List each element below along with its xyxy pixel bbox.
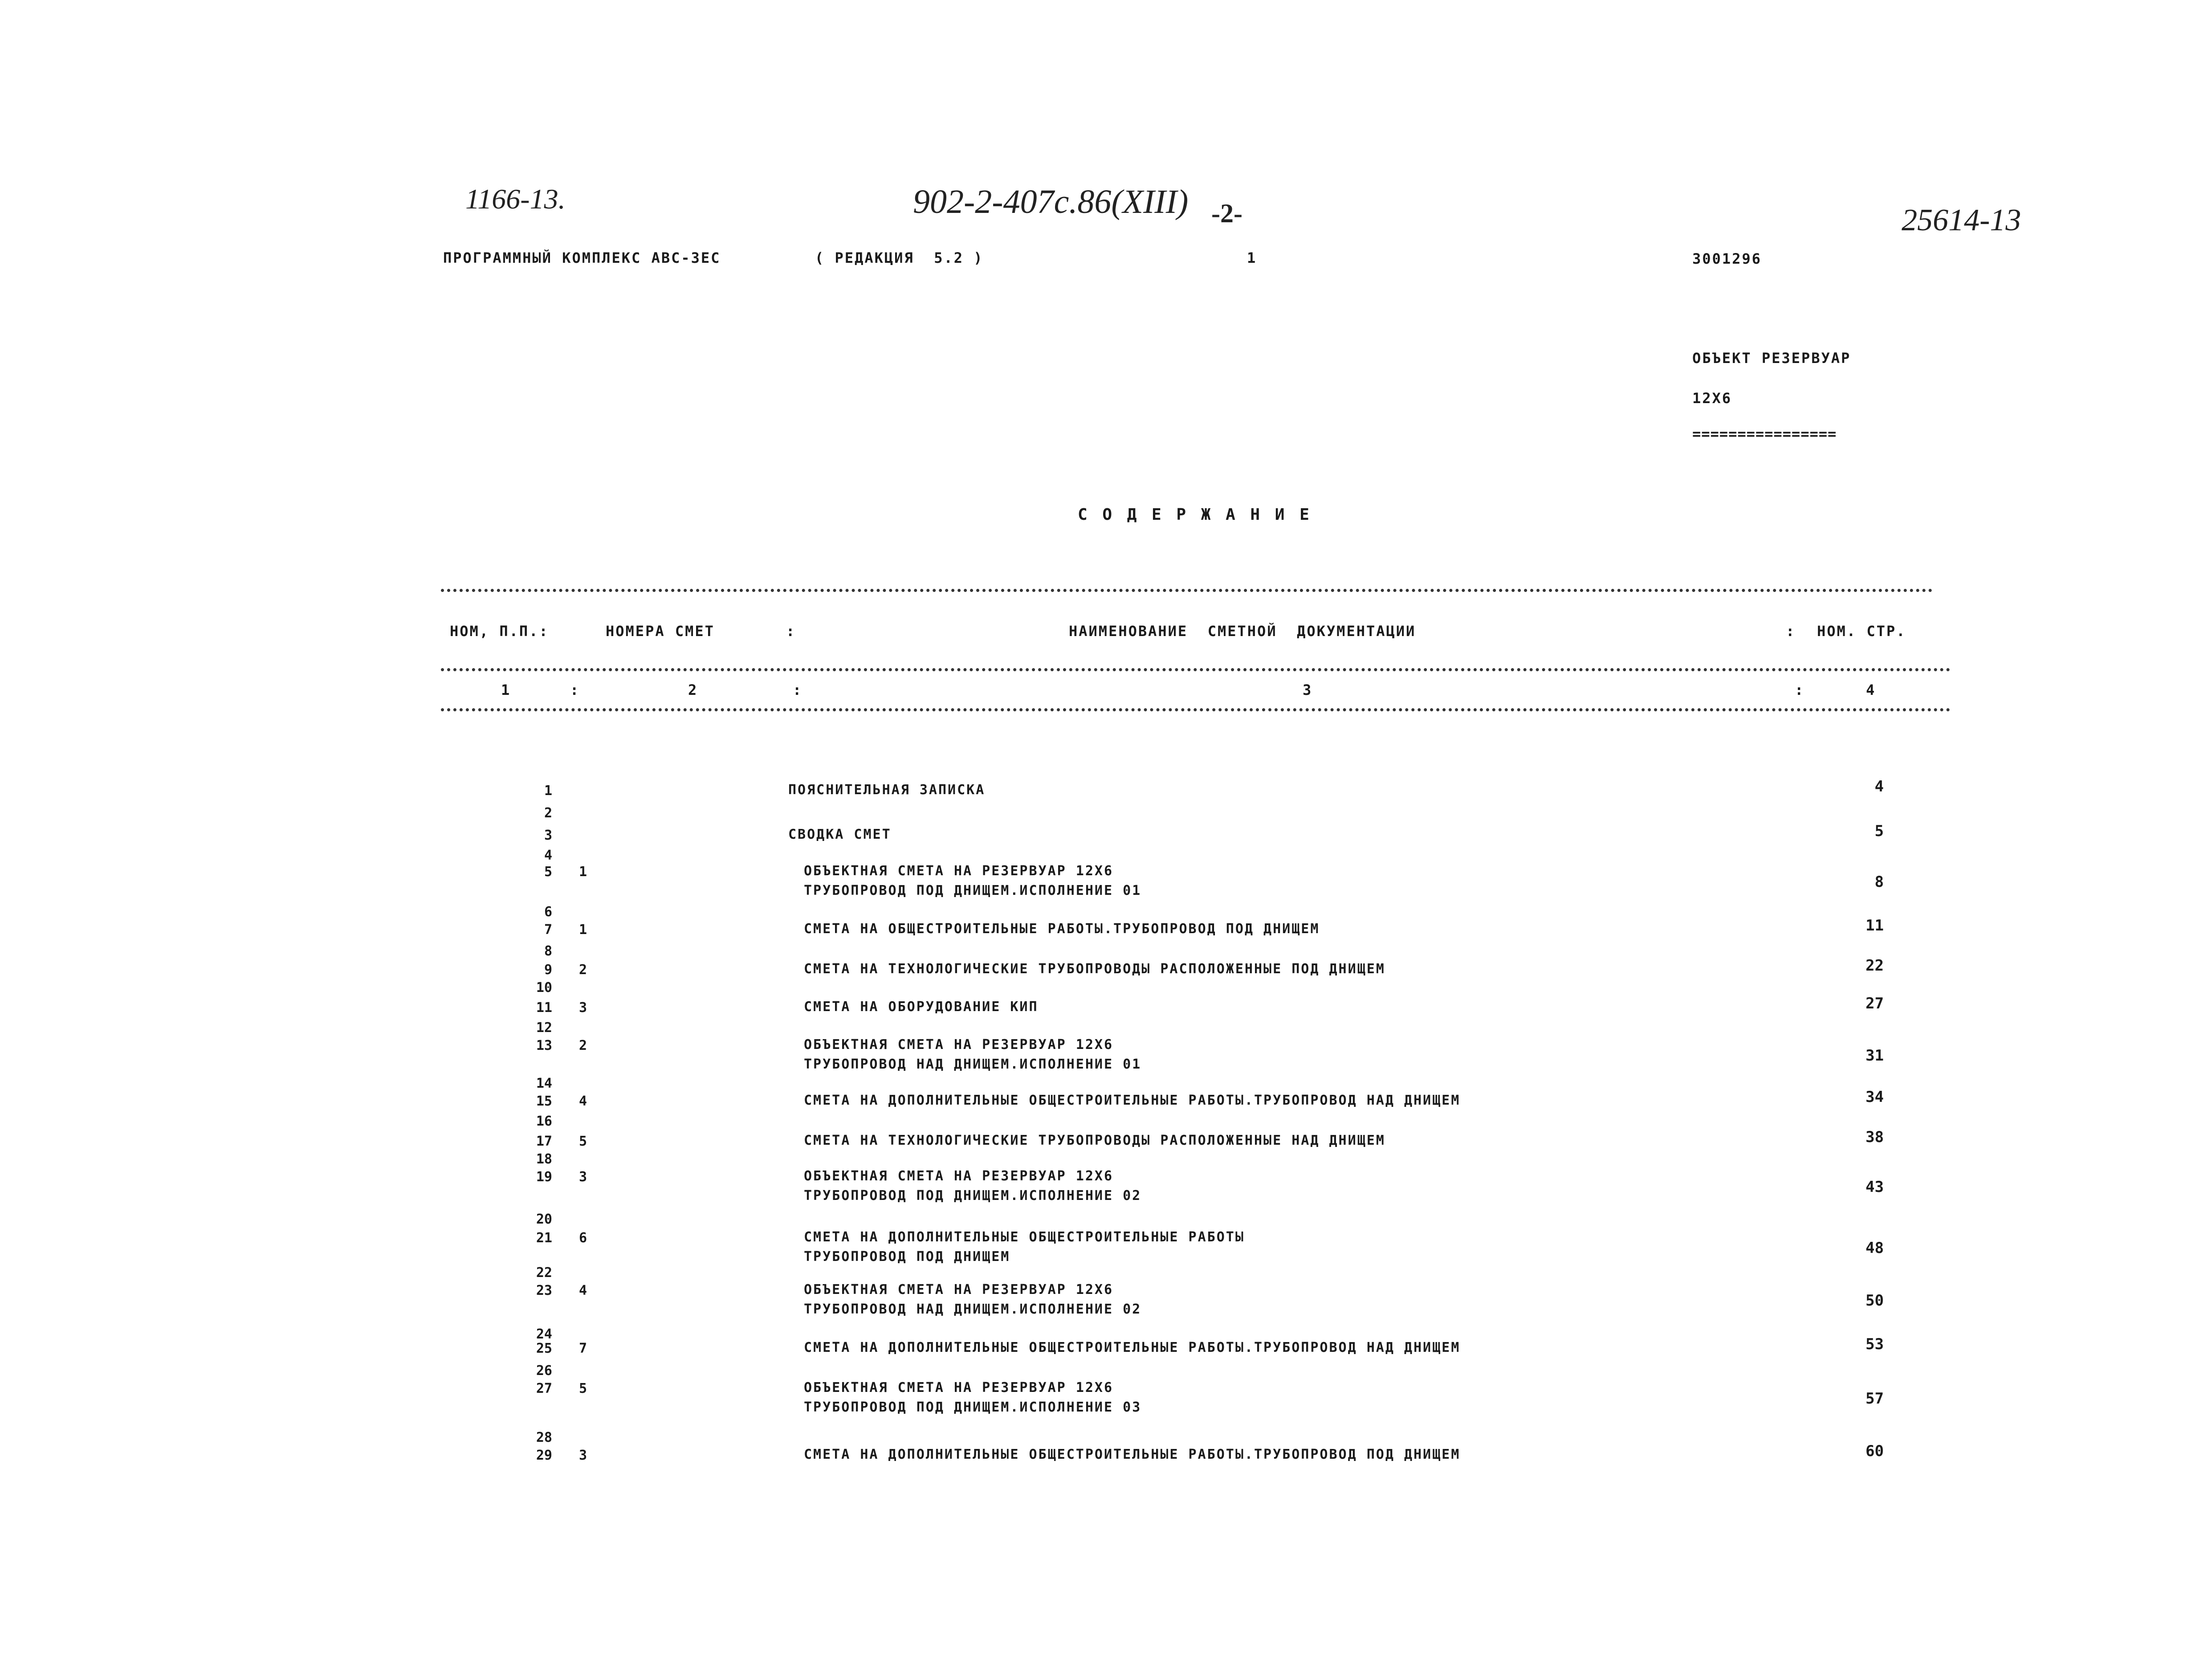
row-title [788,780,985,800]
row-title [804,919,1320,939]
row-title [804,1228,1245,1267]
row-estimate-number: 5 [579,1134,587,1149]
row-number: 25 [536,1341,552,1356]
row-title [804,1338,1460,1358]
row-number: 8 [544,943,552,959]
row-title [804,1091,1460,1110]
row-number: 18 [536,1151,552,1167]
table-columns-rule [441,708,1951,711]
sheet-number: 1 [1247,249,1257,266]
col-sep-3: : [1795,681,1805,698]
header-sep-1: : [786,623,796,640]
row-page-number: 8 [1874,873,1884,891]
row-title [804,997,1039,1017]
row-title-line: ОБЪЕКТНАЯ СМЕТА НА РЕЗЕРВУАР 12Х6 [804,1380,1114,1395]
row-title [804,1167,1141,1206]
row-title-line: ТРУБОПРОВОД ПОД ДНИЩЕМ [804,1249,1010,1265]
edition-label: ( РЕДАКЦИЯ 5.2 ) [815,249,984,266]
row-number: 17 [536,1134,552,1149]
header-sep-2: : [1786,623,1796,640]
row-page-number: 60 [1866,1442,1884,1460]
col-number-4: 4 [1866,681,1876,698]
row-title-line: ОБЪЕКТНАЯ СМЕТА НА РЕЗЕРВУАР 12Х6 [804,1037,1114,1053]
row-page-number: 53 [1866,1335,1884,1353]
row-estimate-number: 3 [579,1000,587,1016]
row-number: 16 [536,1114,552,1129]
row-estimate-number: 6 [579,1230,587,1246]
row-estimate-number: 5 [579,1381,587,1396]
row-number: 13 [536,1038,552,1053]
header-col-title: НАИМЕНОВАНИЕ СМЕТНОЙ ДОКУМЕНТАЦИИ [1069,623,1416,640]
row-number: 23 [536,1283,552,1298]
row-page-number: 5 [1874,822,1884,840]
row-page-number: 43 [1866,1178,1884,1196]
row-title-line: ТРУБОПРОВОД НАД ДНИЩЕМ.ИСПОЛНЕНИЕ 02 [804,1302,1142,1317]
row-number: 29 [536,1448,552,1463]
row-number: 6 [544,904,552,920]
row-title-line: ТРУБОПРОВОД ПОД ДНИЩЕМ.ИСПОЛНЕНИЕ 03 [804,1400,1142,1415]
document-code: 3001296 [1692,250,1762,267]
row-title-line: СМЕТА НА ОБЩЕСТРОИТЕЛЬНЫЕ РАБОТЫ.ТРУБОПРОВОД ПОД ДНИЩЕМ [804,921,1320,937]
row-title [804,1131,1385,1151]
row-title-line: ОБЪЕКТНАЯ СМЕТА НА РЕЗЕРВУАР 12Х6 [804,863,1114,879]
col-sep-2: : [793,681,803,698]
row-title-line: ТРУБОПРОВОД ПОД ДНИЩЕМ.ИСПОЛНЕНИЕ 01 [804,883,1142,898]
row-number: 4 [544,848,552,863]
row-number: 22 [536,1265,552,1281]
row-page-number: 27 [1866,995,1884,1012]
header-col-estimates: НОМЕРА СМЕТ [606,623,715,640]
row-title-line: СМЕТА НА ДОПОЛНИТЕЛЬНЫЕ ОБЩЕСТРОИТЕЛЬНЫЕ РАБОТЫ.ТРУБОПРОВОД НАД ДНИЩЕМ [804,1093,1461,1108]
row-title-line: ОБЪЕКТНАЯ СМЕТА НА РЕЗЕРВУАР 12Х6 [804,1168,1114,1184]
col-sep-1: : [570,681,580,698]
row-number: 19 [536,1169,552,1185]
header-col-number: НОМ, П.П.: [450,623,549,640]
row-number: 1 [544,783,552,799]
row-number: 2 [544,805,552,821]
row-number: 20 [536,1212,552,1227]
row-estimate-number: 1 [579,864,587,880]
row-page-number: 4 [1874,778,1884,796]
row-page-number: 34 [1866,1088,1884,1106]
row-title [804,1378,1141,1417]
row-number: 28 [536,1430,552,1445]
handwritten-document-number: 25614-13 [1902,203,2021,237]
row-title-line: ТРУБОПРОВОД ПОД ДНИЩЕМ.ИСПОЛНЕНИЕ 02 [804,1188,1142,1204]
row-page-number: 31 [1866,1047,1884,1065]
row-number: 9 [544,962,552,978]
row-number: 27 [536,1381,552,1396]
program-complex-line: ПРОГРАММНЫЙ КОМПЛЕКС АВС-ЗЕС [443,249,721,266]
row-title-line: СМЕТА НА ОБОРУДОВАНИЕ КИП [804,999,1039,1015]
row-title-line: ПОЯСНИТЕЛЬНАЯ ЗАПИСКА [788,782,986,798]
row-estimate-number: 4 [579,1283,587,1298]
row-title-line: СМЕТА НА ДОПОЛНИТЕЛЬНЫЕ ОБЩЕСТРОИТЕЛЬНЫЕ РАБОТЫ.ТРУБОПРОВОД НАД ДНИЩЕМ [804,1340,1461,1355]
row-number: 26 [536,1363,552,1379]
row-page-number: 22 [1866,957,1884,975]
table-header-rule [441,668,1951,671]
row-title [788,825,892,845]
row-page-number: 48 [1866,1239,1884,1257]
handwritten-archive-number: 1166-13. [465,183,566,215]
row-number: 11 [536,1000,552,1016]
row-title-line: СМЕТА НА ТЕХНОЛОГИЧЕСКИЕ ТРУБОПРОВОДЫ РАСПОЛОЖЕННЫЕ ПОД ДНИЩЕМ [804,961,1385,977]
row-title-line: СМЕТА НА ДОПОЛНИТЕЛЬНЫЕ ОБЩЕСТРОИТЕЛЬНЫЕ РАБОТЫ [804,1229,1245,1245]
row-page-number: 38 [1866,1128,1884,1146]
header-col-page: НОМ. СТР. [1817,623,1906,640]
col-number-1: 1 [501,681,511,698]
row-estimate-number: 2 [579,962,587,978]
page-marker: -2- [1211,199,1242,228]
object-size: 12Х6 [1692,390,1732,407]
col-number-3: 3 [1303,681,1313,698]
row-title [804,959,1385,979]
row-number: 12 [536,1020,552,1036]
page-title: С О Д Е Р Ж А Н И Е [1078,506,1312,524]
row-title-line: СМЕТА НА ТЕХНОЛОГИЧЕСКИЕ ТРУБОПРОВОДЫ РАСПОЛОЖЕННЫЕ НАД ДНИЩЕМ [804,1133,1385,1148]
row-title-line: СВОДКА СМЕТ [788,827,892,842]
row-page-number: 57 [1866,1390,1884,1408]
row-title [804,1280,1141,1319]
row-number: 21 [536,1230,552,1246]
row-title-line: ОБЪЕКТНАЯ СМЕТА НА РЕЗЕРВУАР 12Х6 [804,1282,1114,1298]
row-estimate-number: 3 [579,1169,587,1185]
row-number: 3 [544,828,552,843]
row-title [804,861,1141,901]
row-estimate-number: 4 [579,1094,587,1109]
table-top-rule [441,589,1933,592]
row-number: 15 [536,1094,552,1109]
object-underline: ================ [1692,425,1837,442]
object-name: ОБЪЕКТ РЕЗЕРВУАР [1692,350,1851,367]
row-title [804,1035,1141,1074]
row-title-line: СМЕТА НА ДОПОЛНИТЕЛЬНЫЕ ОБЩЕСТРОИТЕЛЬНЫЕ РАБОТЫ.ТРУБОПРОВОД ПОД ДНИЩЕМ [804,1447,1461,1462]
row-number: 10 [536,980,552,996]
row-title [804,1445,1460,1465]
row-number: 14 [536,1076,552,1091]
row-estimate-number: 7 [579,1341,587,1356]
row-estimate-number: 3 [579,1448,587,1463]
col-number-2: 2 [688,681,698,698]
row-page-number: 50 [1866,1292,1884,1310]
row-estimate-number: 2 [579,1038,587,1053]
row-number: 24 [536,1326,552,1342]
handwritten-project-code: 902-2-407с.86(XIII) [913,183,1189,220]
row-estimate-number: 1 [579,922,587,938]
row-number: 5 [544,864,552,880]
row-page-number: 11 [1866,917,1884,934]
row-title-line: ТРУБОПРОВОД НАД ДНИЩЕМ.ИСПОЛНЕНИЕ 01 [804,1057,1142,1072]
row-number: 7 [544,922,552,938]
